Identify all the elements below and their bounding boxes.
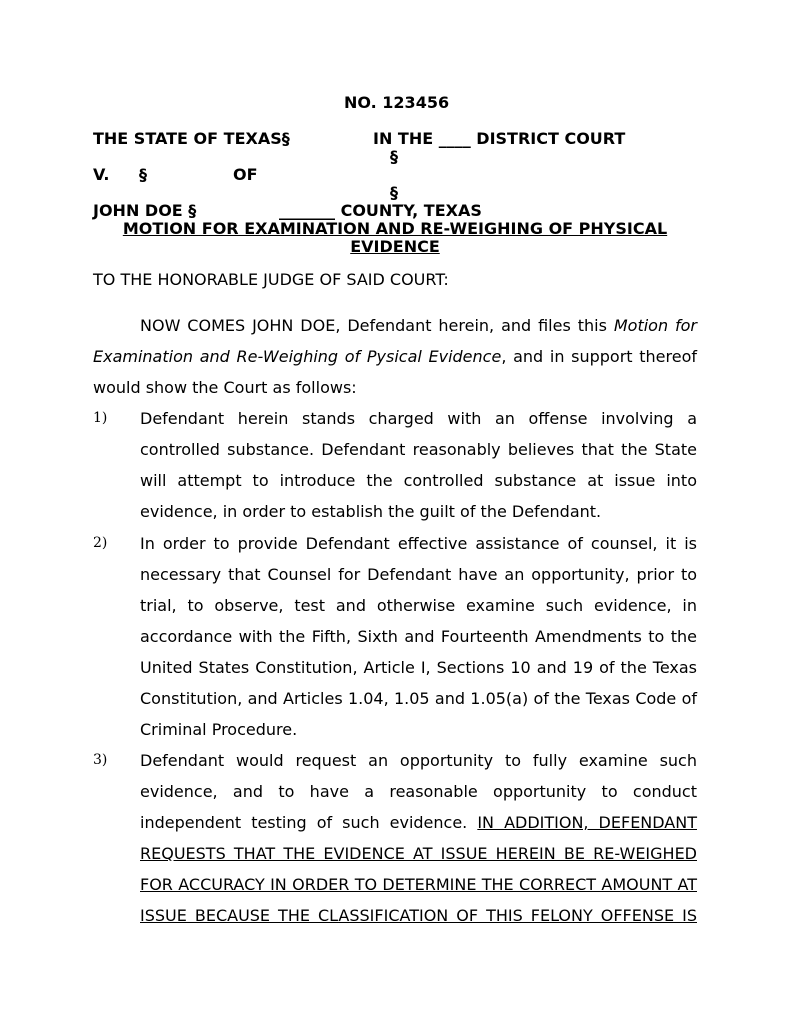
caption-section-mark: § (390, 147, 398, 166)
list-item (93, 403, 697, 527)
intro-paragraph (93, 310, 697, 403)
list-item-text-plain: Defendant would request an opportunity to fully examine such evidence, and to have a reasonable opportunity to conduct independent testing of such evidence. (140, 751, 697, 832)
list-item-text: In order to provide Defendant effective assistance of counsel, it is necessary that Counsel for Defendant have an opportunity, prior to trial, to observe, test and otherwise examine such evidence, in accordance with the Fifth, Sixth and Fourteenth Amendments to the United States Constitution, Article I, Sections 10 and 19 of the Texas Constitution, and Articles 1.04, 1.05 and 1.05(a) of the Texas Code of Criminal Procedure. (140, 534, 697, 739)
list-item-number: 3) (93, 752, 108, 768)
caption-section-mark: § (139, 165, 147, 184)
caption-defendant: JOHN DOE § (93, 201, 197, 220)
list-item-text (140, 745, 697, 931)
intro-text: NOW COMES JOHN DOE, Defendant herein, and files this (140, 316, 614, 335)
document-title-line-2: EVIDENCE (350, 237, 440, 256)
caption-of: OF (233, 165, 258, 184)
list-item-text: Defendant herein stands charged with an offense involving a controlled substance. Defendant reasonably believes that the State will attempt to introduce the controlled substance at issue into evidence, in order to establish the guilt of the Defendant. (140, 409, 697, 521)
list-item-number: 1) (93, 410, 108, 426)
case-number: NO. 123456 (344, 93, 450, 112)
caption-versus: V. (93, 165, 110, 184)
caption-state: THE STATE OF TEXAS§ (93, 129, 290, 148)
list-item (93, 745, 697, 931)
caption-section-mark: § (390, 183, 398, 202)
document-title-line-1: MOTION FOR EXAMINATION AND RE-WEIGHING OF PHYSICAL (122, 219, 668, 238)
intro-text: , and in support thereof would show the Court as follows: (93, 347, 698, 397)
list-item (93, 528, 697, 745)
caption-county: _______ COUNTY, TEXAS (279, 201, 482, 220)
list-item-text-underlined: IN ADDITION, DEFENDANT REQUESTS THAT THE EVIDENCE AT ISSUE HEREIN BE RE-WEIGHED FOR ACCURACY IN ORDER TO DETERMINE THE CORRECT AMOUNT AT ISSUE BECAUSE THE CLASSIFICATION OF THIS FELONY OFFENSE IS (140, 813, 697, 925)
salutation: TO THE HONORABLE JUDGE OF SAID COURT: (93, 270, 449, 289)
caption-court: IN THE ____ DISTRICT COURT (373, 129, 626, 148)
motion-title-italic: Motion for Examination and Re-Weighing of Pysical Evidence (93, 316, 698, 366)
list-item-number: 2) (93, 535, 108, 551)
